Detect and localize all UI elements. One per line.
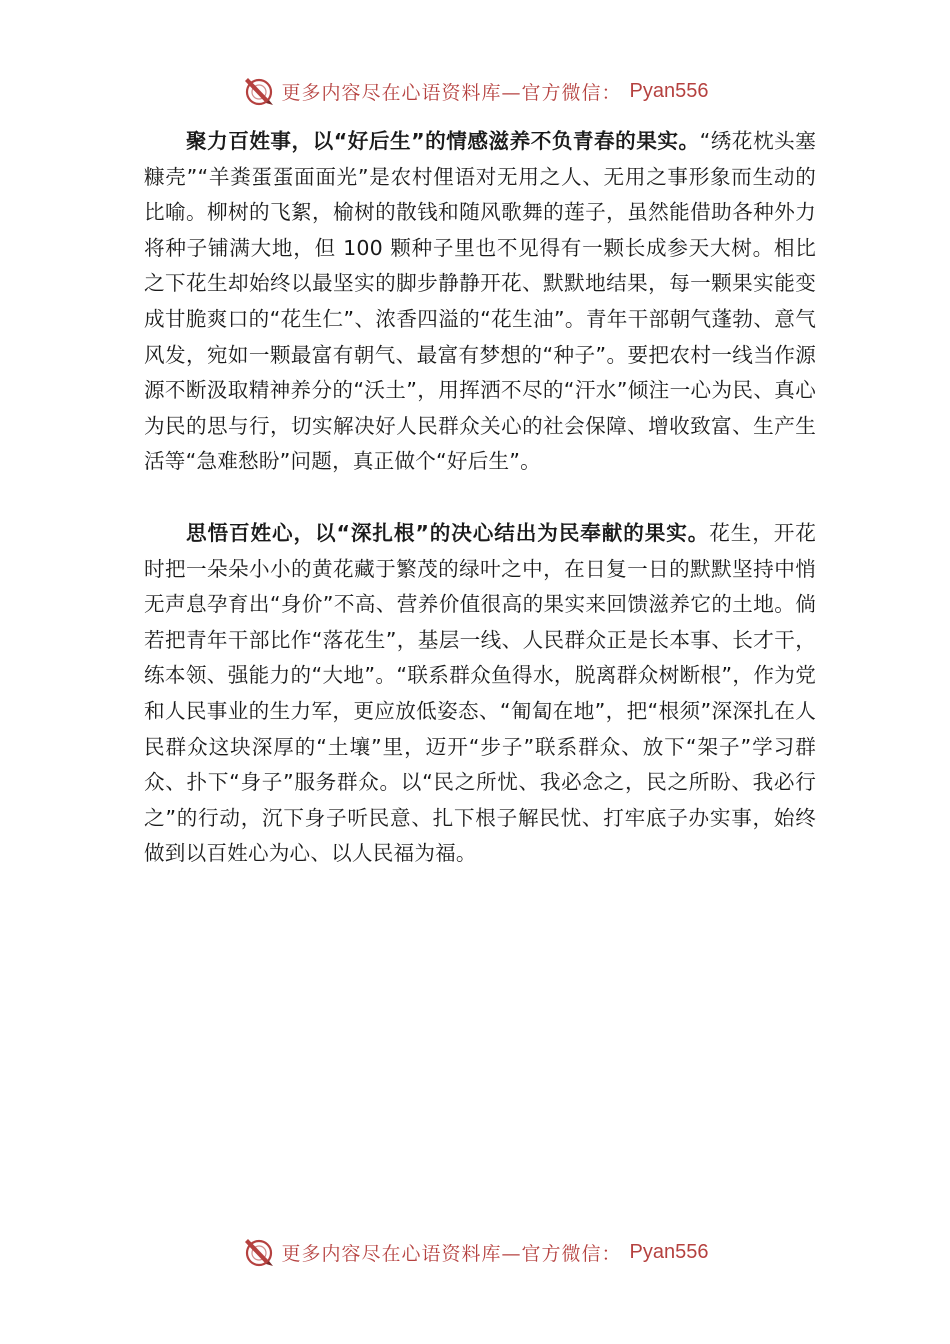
document-body <box>144 124 816 872</box>
watermark-footer <box>0 1235 950 1269</box>
pen-logo-icon <box>242 74 276 108</box>
paragraph-2 <box>144 516 816 872</box>
watermark-text: 更多内容尽在心语资料库—官方微信： <box>281 1242 622 1265</box>
watermark-wechat-id: Pyan556 <box>629 79 709 102</box>
paragraph-1-body: “绣花枕头塞糠壳”“羊粪蛋蛋面面光”是农村俚语对无用之人、无用之事形象而生动的比喻。柳树的飞絮，榆树的散钱和随风歌舞的莲子，虽然能借助各种外力将种子铺满大地，但 100 颗种子里也不见得有一颗长成参天大树。相比之下花生却始终以最坚实的脚步静静开花、默默地结果，每一颗果实能变成甘脆爽口的“花生仁”、浓香四溢的“花生油”。青年干部朝气蓬勃、意气风发，宛如一颗最富有朝气、最富有梦想的“种子”。要把农村一线当作源源不断汲取精神养分的“沃土”，用挥洒不尽的“汗水”倾注一心为民、真心为民的思与行，切实解决好人民群众关心的社会保障、增收致富、生产生活等“急难愁盼”问题，真正做个“好后生”。 <box>144 129 816 474</box>
paragraph-1-lead: 聚力百姓事，以“好后生”的情感滋养不负青春的果实。 <box>186 129 700 153</box>
pen-logo-icon <box>242 1235 276 1269</box>
watermark-wechat-id: Pyan556 <box>629 1240 709 1263</box>
watermark-text: 更多内容尽在心语资料库—官方微信： <box>281 81 622 104</box>
paragraph-2-lead: 思悟百姓心，以“深扎根”的决心结出为民奉献的果实。 <box>186 520 710 545</box>
paragraph-1 <box>144 124 816 480</box>
paragraph-2-body: 花生，开花时把一朵朵小小的黄花藏于繁茂的绿叶之中，在日复一日的默默坚持中悄无声息孕育出“身价”不高、营养价值很高的果实来回馈滋养它的土地。倘若把青年干部比作“落花生”，基层一线、人民群众正是长本事、长才干，练本领、强能力的“大地”。“联系群众鱼得水，脱离群众树断根”，作为党和人民事业的生力军，更应放低姿态、“匍匐在地”，把“根须”深深扎在人民群众这块深厚的“土壤”里，迈开“步子”联系群众、放下“架子”学习群众、扑下“身子”服务群众。以“民之所忧、我必念之，民之所盼、我必行之”的行动，沉下身子听民意、扎下根子解民忧、打牢底子办实事，始终做到以百姓心为心、以人民福为福。 <box>144 520 817 866</box>
watermark-header <box>0 74 950 108</box>
